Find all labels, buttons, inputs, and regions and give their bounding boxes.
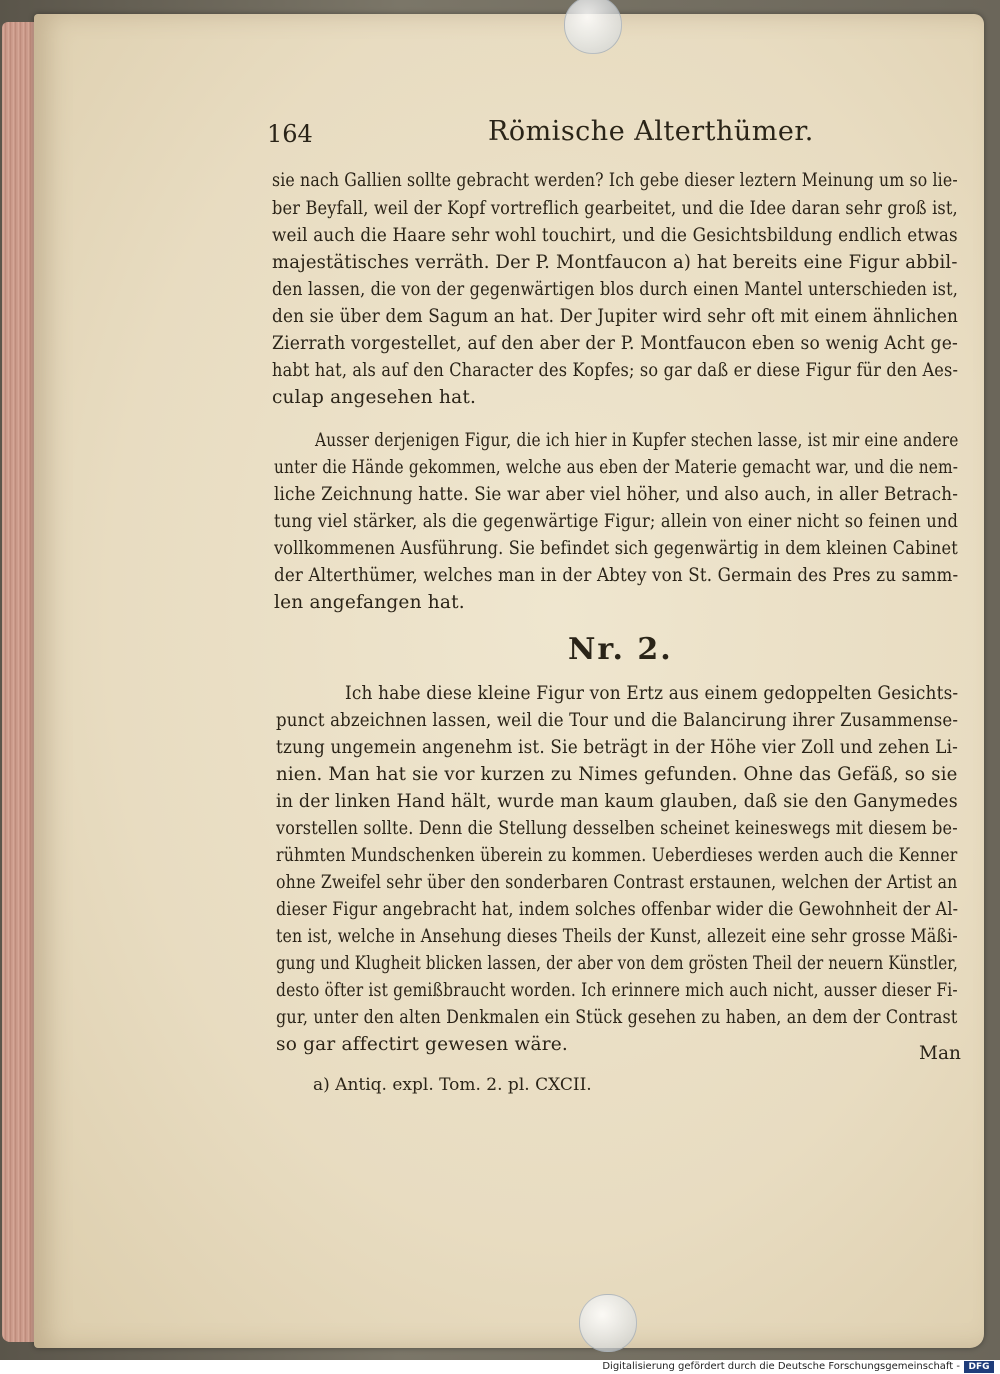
text-line: tung viel stärker, als die gegenwärtige Figur; allein von einer nicht so feinen und xyxy=(274,511,959,532)
text-line: liche Zeichnung hatte. Sie war aber viel höher, und also auch, in aller Betrach- xyxy=(274,484,959,505)
text-line: sie nach Gallien sollte gebracht werden? Ich gebe dieser leztern Meinung um so lie- xyxy=(272,170,958,191)
text-line: desto öfter ist gemißbraucht worden. Ich erinnere mich auch nicht, ausser dieser Fi- xyxy=(276,980,958,1001)
text-line: vorstellen sollte. Denn die Stellung desselben scheinet keineswegs mit diesem be- xyxy=(276,818,958,839)
text-line: vollkommenen Ausführung. Sie befindet sich gegenwärtig in dem kleinen Cabinet xyxy=(274,538,958,559)
footnote: a) Antiq. expl. Tom. 2. pl. CXCII. xyxy=(313,1075,592,1095)
text-line: habt hat, als auf den Character des Kopfes; so gar daß er diese Figur für den Aes- xyxy=(272,360,959,381)
digitization-credit: Digitalisierung gefördert durch die Deutsche Forschungsgemeinschaft - xyxy=(602,1361,960,1372)
text-line: den lassen, die von der gegenwärtigen blos durch einen Mantel unterschieden ist, xyxy=(272,279,958,300)
text-line: tzung ungemein angenehm ist. Sie beträgt in der Höhe vier Zoll und zehen Li- xyxy=(276,737,959,758)
text-line: so gar affectirt gewesen wäre. xyxy=(276,1034,569,1055)
text-line: Zierrath vorgestellet, auf den aber der P. Montfaucon eben so wenig Acht ge- xyxy=(272,333,959,354)
text-line: Ich habe diese kleine Figur von Ertz aus einem gedoppelten Gesichts- xyxy=(345,683,959,704)
catchword: Man xyxy=(919,1043,961,1064)
section-heading: Nr. 2. xyxy=(568,632,673,667)
text-line: ber Beyfall, weil der Kopf vortreflich gearbeitet, und die Idee daran sehr groß ist, xyxy=(272,198,958,219)
text-line: nien. Man hat sie vor kurzen zu Nimes gefunden. Ohne das Gefäß, so sie xyxy=(276,764,958,785)
text-line: rühmten Mundschenken überein zu kommen. Ueberdieses werden auch die Kenner xyxy=(276,845,958,866)
page-clip-bottom xyxy=(579,1294,637,1352)
dfg-logo-icon: DFG xyxy=(964,1361,994,1373)
text-line: den sie über dem Sagum an hat. Der Jupiter wird sehr oft mit einem ähnlichen xyxy=(272,306,959,327)
text-line: der Alterthümer, welches man in der Abtey von St. Germain des Pres zu samm- xyxy=(274,565,959,586)
page-number: 164 xyxy=(267,120,313,148)
text-line: gung und Klugheit blicken lassen, der aber von dem grösten Theil der neuern Künstler, xyxy=(276,953,958,974)
text-line: in der linken Hand hält, wurde man kaum glauben, daß sie den Ganymedes xyxy=(276,791,958,812)
text-line: len angefangen hat. xyxy=(274,592,465,613)
page-edge-stack xyxy=(2,22,38,1342)
text-line: weil auch die Haare sehr wohl touchirt, und die Gesichtsbildung endlich etwas xyxy=(272,225,958,246)
text-line: ohne Zweifel sehr über den sonderbaren Contrast erstaunen, welchen der Artist an xyxy=(276,872,958,893)
text-line: punct abzeichnen lassen, weil die Tour und die Balancirung ihrer Zusammense- xyxy=(276,710,959,731)
text-line: ten ist, welche in Ansehung dieses Theils der Kunst, allezeit eine sehr grosse Mäßi- xyxy=(276,926,958,947)
text-line: majestätisches verräth. Der P. Montfaucon a) hat bereits eine Figur abbil- xyxy=(272,252,958,273)
text-line: culap angesehen hat. xyxy=(272,387,477,408)
text-line: unter die Hände gekommen, welche aus eben der Materie gemacht war, und die nem- xyxy=(274,457,959,478)
text-line: dieser Figur angebracht hat, indem solches offenbar wider die Gewohnheit der Al- xyxy=(276,899,959,920)
text-line: Ausser derjenigen Figur, die ich hier in Kupfer stechen lasse, ist mir eine andere xyxy=(315,430,959,451)
page-clip-top xyxy=(564,0,622,54)
running-title: Römische Alterthümer. xyxy=(488,116,814,147)
text-line: gur, unter den alten Denkmalen ein Stück gesehen zu haben, an dem der Contrast xyxy=(276,1007,958,1028)
